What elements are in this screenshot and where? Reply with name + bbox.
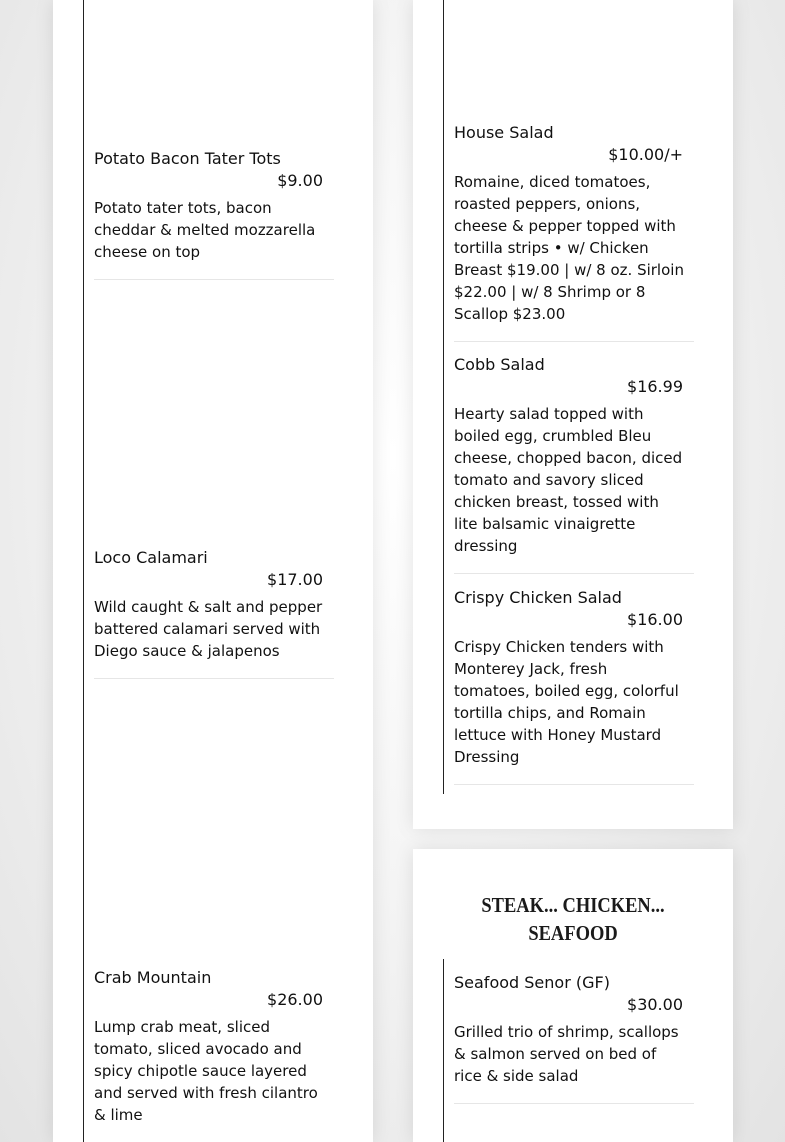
menu-column-left <box>53 0 373 1142</box>
menu-item-price: $26.00 <box>267 990 323 1009</box>
menu-item <box>94 547 334 679</box>
menu-item <box>94 148 334 280</box>
menu-item-description: Hearty salad topped with boiled egg, crumbled Bleu cheese, chopped bacon, diced tomato and savory sliced chicken breast, tossed with lite balsamic vinaigrette dressing <box>454 405 683 555</box>
item-divider <box>94 678 334 679</box>
menu-item-name: Crispy Chicken Salad <box>454 588 622 607</box>
menu-item-description: Grilled trio of shrimp, scallops & salmon served on bed of rice & side salad <box>454 1023 679 1085</box>
menu-item-price: $17.00 <box>267 570 323 589</box>
menu-item-price: $16.99 <box>627 377 683 396</box>
item-divider <box>454 784 694 785</box>
menu-item <box>94 967 334 1126</box>
section-title-line-1: STEAK... CHICKEN... <box>481 893 665 917</box>
menu-item-description: Potato tater tots, bacon cheddar & melted mozzarella cheese on top <box>94 199 316 261</box>
menu-item-name: Loco Calamari <box>94 548 208 567</box>
menu-item-description: Wild caught & salt and pepper battered calamari served with Diego sauce & jalapenos <box>94 598 323 660</box>
item-divider <box>454 1103 694 1104</box>
menu-item <box>454 354 694 574</box>
menu-item-name: Cobb Salad <box>454 355 545 374</box>
menu-item-price: $30.00 <box>627 995 683 1014</box>
column-divider-line <box>443 959 444 1142</box>
menu-item-name: Seafood Senor (GF) <box>454 973 610 992</box>
menu-item <box>454 972 694 1104</box>
menu-item-description: Romaine, diced tomatoes, roasted peppers, onions, cheese & pepper topped with tortilla strips • w/ Chicken Breast $19.00 | w/ 8 oz. Sirloin $22.00 | w/ 8 Shrimp or 8 Scallop $23.00 <box>454 173 684 323</box>
menu-item <box>454 587 694 785</box>
menu-item-price: $10.00/+ <box>608 145 683 164</box>
item-divider <box>94 279 334 280</box>
section-title <box>432 891 714 947</box>
menu-item <box>454 122 694 342</box>
column-divider-line <box>443 0 444 794</box>
menu-item-price: $9.00 <box>277 171 323 190</box>
menu-item-description: Lump crab meat, sliced tomato, sliced avocado and spicy chipotle sauce layered and served with fresh cilantro & lime <box>94 1018 318 1124</box>
section-title-line-2: SEAFOOD <box>528 921 618 945</box>
item-divider <box>454 573 694 574</box>
menu-item-name: House Salad <box>454 123 554 142</box>
menu-item-price: $16.00 <box>627 610 683 629</box>
menu-item-description: Crispy Chicken tenders with Monterey Jack, fresh tomatoes, boiled egg, colorful tortilla chips, and Romain lettuce with Honey Mustard Dressing <box>454 638 679 766</box>
menu-item-name: Crab Mountain <box>94 968 212 987</box>
menu-item-name: Potato Bacon Tater Tots <box>94 149 281 168</box>
item-divider <box>454 341 694 342</box>
menu-section-steak-chicken-seafood <box>413 849 733 1142</box>
menu-column-right-salads <box>413 0 733 829</box>
column-divider-line <box>83 0 84 1142</box>
